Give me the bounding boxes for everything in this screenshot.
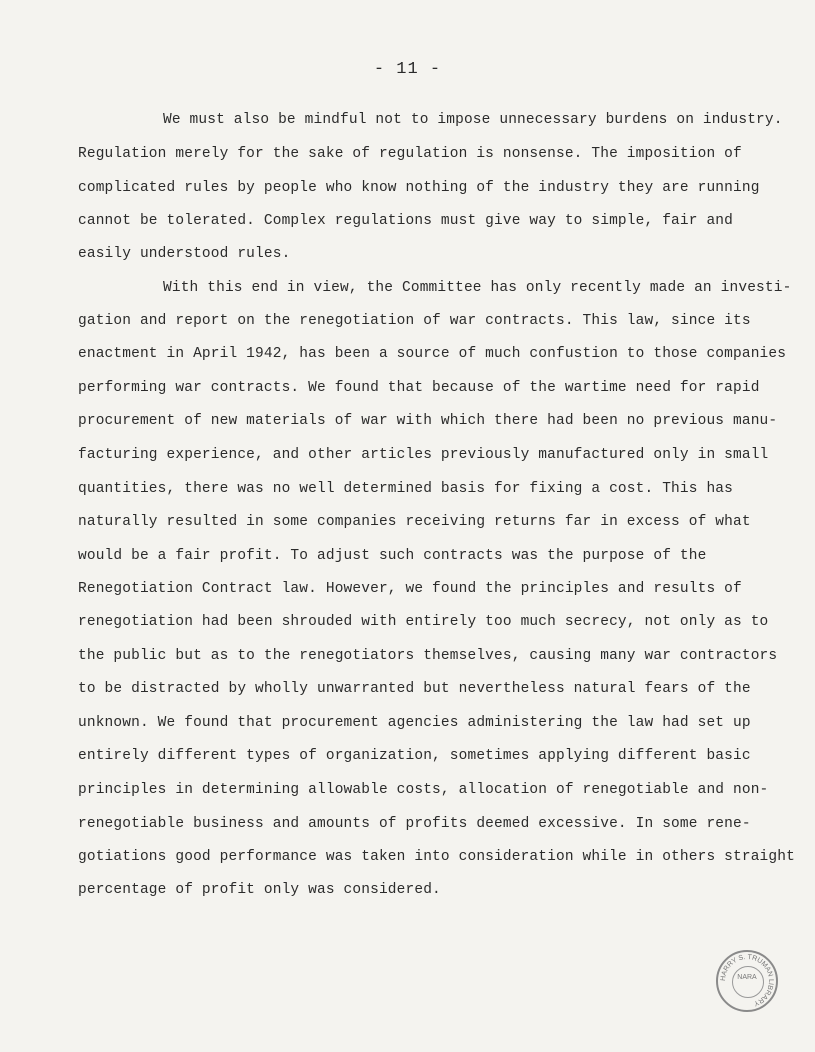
- text-line: facturing experience, and other articles previously manufactured only in small: [78, 447, 769, 463]
- text-line: the public but as to the renegotiators themselves, causing many war contractors: [78, 648, 778, 664]
- text-line: renegotiation had been shrouded with entirely too much secrecy, not only as to: [78, 614, 769, 630]
- text-line: cannot be tolerated. Complex regulations must give way to simple, fair and: [78, 213, 734, 229]
- text-line: procurement of new materials of war with which there had been no previous manu-: [78, 413, 778, 429]
- text-line: complicated rules by people who know nothing of the industry they are running: [78, 180, 760, 196]
- text-line: We must also be mindful not to impose unnecessary burdens on industry.: [163, 112, 783, 128]
- text-line: entirely different types of organization, sometimes applying different basic: [78, 748, 751, 764]
- stamp-center-text: NARA: [737, 974, 757, 981]
- text-line: unknown. We found that procurement agencies administering the law had set up: [78, 715, 751, 731]
- text-line: Regulation merely for the sake of regulation is nonsense. The imposition of: [78, 146, 742, 162]
- page-number: - 11 -: [373, 60, 442, 79]
- text-line: principles in determining allowable costs, allocation of renegotiable and non-: [78, 782, 769, 798]
- text-line: performing war contracts. We found that because of the wartime need for rapid: [78, 380, 760, 396]
- text-line: enactment in April 1942, has been a source of much confustion to those companies: [78, 346, 787, 362]
- text-line: easily understood rules.: [78, 246, 291, 262]
- text-line: would be a fair profit. To adjust such contracts was the purpose of the: [78, 548, 707, 564]
- stamp-ring-text: HARRY S. TRUMAN LIBRARY: [719, 953, 775, 1007]
- text-line: naturally resulted in some companies receiving returns far in excess of what: [78, 514, 751, 530]
- text-line: renegotiable business and amounts of profits deemed excessive. In some rene-: [78, 816, 751, 832]
- text-line: to be distracted by wholly unwarranted but nevertheless natural fears of the: [78, 681, 751, 697]
- text-line: With this end in view, the Committee has only recently made an investi-: [163, 280, 792, 296]
- text-line: quantities, there was no well determined basis for fixing a cost. This has: [78, 481, 734, 497]
- text-line: gotiations good performance was taken into consideration while in others straight: [78, 849, 795, 865]
- text-line: gation and report on the renegotiation of war contracts. This law, since its: [78, 313, 751, 329]
- text-line: Renegotiation Contract law. However, we found the principles and results of: [78, 581, 742, 597]
- library-stamp: [716, 950, 778, 1012]
- stamp-inner-circle: [732, 966, 764, 998]
- text-line: percentage of profit only was considered.: [78, 882, 441, 898]
